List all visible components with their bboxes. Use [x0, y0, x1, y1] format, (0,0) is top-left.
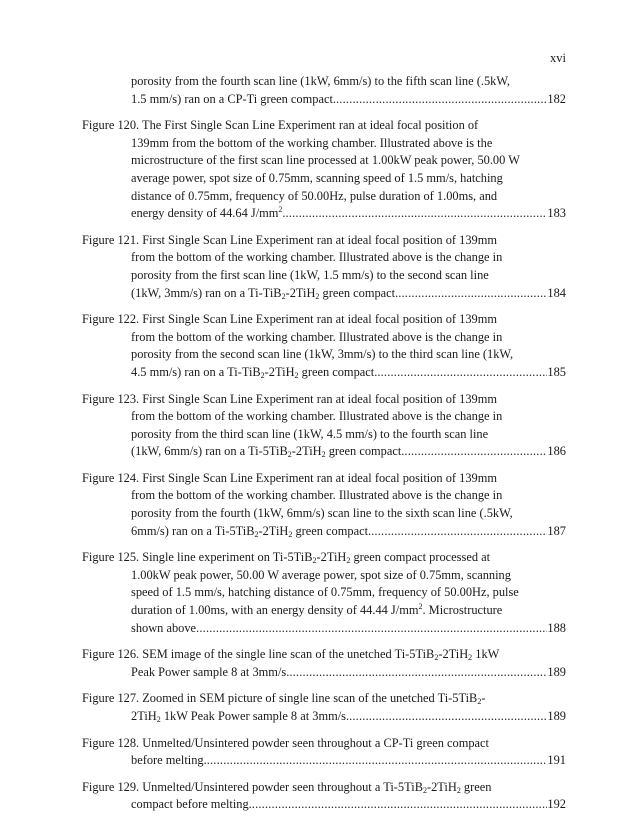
entry-page-number[interactable]: 188 — [547, 620, 566, 635]
entry-text-part: energy density of 44.64 J/mm — [131, 206, 279, 221]
entry-line — [82, 470, 566, 488]
entry-text-part: 2 — [260, 370, 265, 380]
entry-text — [82, 117, 478, 135]
entry-text-part: 2 — [456, 785, 461, 795]
entry-text-part: 2 — [281, 291, 286, 301]
leader-dots — [196, 620, 547, 638]
entry-page-number[interactable]: 183 — [547, 206, 566, 221]
leader-dots — [207, 752, 548, 770]
entry-text-part: compact before melting. — [131, 797, 252, 812]
entry-text-part: -2TiH — [291, 444, 322, 459]
entry-line — [82, 285, 566, 303]
entry-line — [82, 135, 566, 153]
entry-text-part: 2 — [156, 715, 161, 724]
entry-text-part: 2 — [315, 291, 320, 301]
entry-text-part: 1.00kW peak power, 50.00 W average power, spot size of 0.75mm, scanning — [131, 567, 511, 582]
entry-line — [82, 487, 566, 505]
entry-text-part: green compact. — [325, 444, 405, 459]
entry-text — [131, 708, 349, 726]
entry-page-number[interactable]: 182 — [547, 91, 566, 106]
entry-text-part: 2 — [288, 529, 293, 539]
entry-text — [131, 170, 503, 188]
entry-line — [82, 735, 566, 753]
leader-dots — [377, 364, 547, 382]
entry-text — [131, 426, 488, 444]
toc-entry-cont[interactable] — [82, 73, 566, 108]
toc-entry-fig-120[interactable] — [82, 117, 566, 223]
entry-text-part: 2 — [278, 205, 283, 215]
entry-text-part: 1kW Peak Power sample 8 at 3mm/s. — [160, 709, 350, 723]
entry-line — [82, 443, 566, 461]
entry-text — [131, 408, 502, 426]
entry-text-part: speed of 1.5 mm/s, hatching distance of 0.75mm, frequency of 50.00Hz, pulse — [131, 585, 519, 600]
entry-text-part: from the bottom of the working chamber. Illustrated above is the change in — [131, 409, 503, 424]
entry-text-part: 6mm/s) ran on a Ti-5TiB — [131, 523, 255, 538]
entry-text-part: 2TiH — [131, 709, 157, 723]
entry-text-part: 2 — [422, 785, 427, 795]
leader-dots — [398, 285, 547, 303]
leader-dots — [289, 664, 547, 682]
entry-text — [82, 735, 489, 753]
leader-dots — [336, 91, 547, 109]
entry-line — [82, 152, 566, 170]
entry-text-part: Figure 126. SEM image of the single line scan of the unetched Ti-5TiB — [82, 647, 435, 662]
entry-text-part: before melting. — [131, 753, 207, 768]
entry-line — [82, 205, 566, 223]
entry-text-part: -2TiH — [285, 285, 316, 300]
entry-text — [131, 584, 519, 602]
entry-text — [131, 602, 502, 620]
entry-text — [131, 664, 289, 682]
entry-text-part: from the bottom of the working chamber. Illustrated above is the change in — [131, 488, 503, 503]
toc-entry-fig-127[interactable] — [82, 690, 566, 725]
entry-line — [82, 311, 566, 329]
entry-text-part: (1kW, 6mm/s) ran on a Ti-5TiB — [131, 444, 288, 459]
entry-line — [82, 690, 566, 708]
entry-text-part: porosity from the first scan line (1kW, 1.5 mm/s) to the second scan line — [131, 267, 489, 282]
entry-text — [131, 285, 398, 303]
entry-line — [82, 232, 566, 250]
entry-line — [82, 602, 566, 620]
entry-page-number[interactable]: 189 — [547, 709, 566, 723]
entry-text-part: porosity from the fourth scan line (1kW, 6mm/s) to the fifth scan line (.5kW, — [131, 74, 510, 88]
toc-entry-fig-124[interactable] — [82, 470, 566, 540]
entry-text — [131, 487, 502, 505]
toc-entry-fig-129[interactable] — [82, 779, 566, 814]
entry-text-part: . Microstructure — [422, 603, 503, 618]
entry-text-part: 2 — [434, 653, 439, 663]
entry-page-number[interactable]: 185 — [547, 364, 566, 379]
entry-text-part: Figure 123. First Single Scan Line Experiment ran at ideal focal position of 139mm — [82, 391, 498, 406]
entry-text-part: Figure 124. First Single Scan Line Experiment ran at ideal focal position of 139mm — [82, 470, 498, 485]
entry-text-part: microstructure of the first scan line processed at 1.00kW peak power, 50.00 W — [131, 153, 520, 168]
entry-text — [131, 346, 513, 364]
toc-entry-fig-125[interactable] — [82, 549, 566, 637]
list-of-figures — [82, 73, 566, 823]
entry-text-part: 2 — [468, 653, 473, 663]
entry-text-part: duration of 1.00ms, with an energy density of 44.44 J/mm — [131, 603, 419, 618]
entry-text-part: 2 — [287, 450, 292, 460]
entry-text — [131, 505, 513, 523]
entry-text — [131, 152, 520, 170]
toc-entry-fig-122[interactable] — [82, 311, 566, 381]
entry-text — [82, 470, 497, 488]
entry-text — [82, 549, 490, 567]
entry-page-number[interactable]: 191 — [547, 753, 566, 768]
entry-text-part: . — [282, 206, 286, 221]
entry-text-part: Figure 121. First Single Scan Line Experiment ran at ideal focal position of 139mm — [82, 232, 498, 247]
entry-text — [82, 690, 485, 708]
entry-text — [131, 796, 252, 814]
entry-line — [82, 505, 566, 523]
toc-entry-fig-126[interactable] — [82, 646, 566, 681]
entry-text — [131, 249, 502, 267]
entry-text-part: Figure 120. The First Single Scan Line Experiment ran at ideal focal position of — [82, 118, 479, 133]
entry-line — [82, 249, 566, 267]
entry-line — [82, 752, 566, 770]
entry-text-part: -2TiH — [438, 647, 469, 662]
entry-line — [82, 796, 566, 814]
entry-line — [82, 408, 566, 426]
leader-dots — [286, 205, 548, 223]
entry-text — [82, 311, 497, 329]
entry-page-number[interactable]: 186 — [547, 444, 566, 459]
entry-text — [131, 443, 404, 461]
entry-line — [82, 346, 566, 364]
entry-text-part: from the bottom of the working chamber. Illustrated above is the change in — [131, 329, 503, 344]
entry-line — [82, 329, 566, 347]
entry-text-part: from the bottom of the working chamber. Illustrated above is the change in — [131, 250, 503, 265]
entry-text-part: Figure 122. First Single Scan Line Experiment ran at ideal focal position of 139mm — [82, 312, 498, 327]
entry-text-part: Figure 127. Zoomed in SEM picture of single line scan of the unetched Ti-5TiB — [82, 691, 478, 706]
entry-line — [82, 117, 566, 135]
entry-text — [131, 188, 497, 206]
entry-text-part: distance of 0.75mm, frequency of 50.00Hz, pulse duration of 1.00ms, and — [131, 188, 498, 203]
leader-dots — [404, 443, 547, 461]
entry-text — [131, 91, 336, 109]
entry-line — [82, 364, 566, 382]
entry-text-part: Figure 129. Unmelted/Unsintered powder seen throughout a Ti-5TiB — [82, 779, 423, 794]
entry-text-part: 2 — [346, 556, 351, 566]
entry-text-part: (1kW, 3mm/s) ran on a Ti-TiB — [131, 285, 282, 300]
entry-page-number[interactable]: 189 — [547, 664, 566, 679]
leader-dots — [349, 708, 547, 726]
entry-text-part: 139mm from the bottom of the working chamber. Illustrated above is the — [131, 135, 493, 150]
entry-line — [82, 779, 566, 797]
entry-text-part: average power, spot size of 0.75mm, scanning speed of 1.5 mm/s, hatching — [131, 170, 503, 185]
entry-page-number[interactable]: 187 — [547, 523, 566, 538]
entry-text — [131, 267, 489, 285]
entry-line — [82, 646, 566, 664]
entry-line — [82, 523, 566, 541]
entry-page-number[interactable]: 192 — [547, 797, 566, 812]
entry-text — [131, 205, 286, 223]
entry-text-part: 2 — [254, 529, 259, 539]
entry-text-part: green compact. — [292, 523, 372, 538]
entry-text-part: Figure 128. Unmelted/Unsintered powder seen throughout a CP-Ti green compact — [82, 735, 489, 750]
entry-text — [82, 646, 499, 664]
entry-line — [82, 91, 566, 109]
entry-text — [82, 779, 491, 797]
entry-text-part: Peak Power sample 8 at 3mm/s. — [131, 664, 290, 679]
entry-text-part: green compact. — [298, 364, 378, 379]
entry-text — [82, 232, 497, 250]
entry-page-number[interactable]: 184 — [547, 285, 566, 300]
entry-text-part: 1kW — [472, 647, 500, 662]
entry-text — [131, 752, 207, 770]
leader-dots — [371, 523, 547, 541]
entry-line — [82, 549, 566, 567]
entry-text-part: shown above — [131, 620, 197, 635]
entry-text-part: 1.5 mm/s) ran on a CP-Ti green compact. — [131, 91, 336, 106]
toc-entry-fig-128[interactable] — [82, 735, 566, 770]
entry-text-part: -2TiH — [264, 364, 295, 379]
entry-text-part: Figure 125. Single line experiment on Ti-5TiB — [82, 550, 313, 565]
entry-text-part: 4.5 mm/s) ran on a Ti-TiB — [131, 364, 261, 379]
entry-line — [82, 426, 566, 444]
entry-text — [131, 329, 502, 347]
entry-line — [82, 170, 566, 188]
entry-text-part: porosity from the fourth (1kW, 6mm/s) scan line to the sixth scan line (.5kW, — [131, 506, 513, 521]
entry-line — [82, 567, 566, 585]
entry-text-part: -2TiH — [258, 523, 289, 538]
entry-text-part: 2 — [312, 556, 317, 566]
entry-text-part: porosity from the third scan line (1kW, 4.5 mm/s) to the fourth scan line — [131, 426, 489, 441]
entry-line — [82, 73, 566, 91]
toc-entry-fig-123[interactable] — [82, 391, 566, 461]
entry-line — [82, 267, 566, 285]
entry-text-part: green — [460, 779, 492, 794]
entry-line — [82, 584, 566, 602]
leader-dots — [252, 796, 548, 814]
entry-text-part: - — [481, 691, 486, 706]
entry-text — [131, 73, 510, 91]
entry-text — [131, 567, 511, 585]
entry-line — [82, 708, 566, 726]
entry-line — [82, 664, 566, 682]
entry-text — [131, 364, 377, 382]
entry-text-part: 2 — [321, 450, 326, 460]
entry-line — [82, 620, 566, 638]
entry-text — [131, 523, 371, 541]
entry-text — [131, 620, 196, 638]
entry-text — [82, 391, 497, 409]
page-number: xvi — [550, 51, 566, 65]
entry-text-part: 2 — [294, 370, 299, 380]
entry-line — [82, 391, 566, 409]
entry-text-part: green compact processed at — [350, 550, 491, 565]
entry-line — [82, 188, 566, 206]
toc-entry-fig-121[interactable] — [82, 232, 566, 302]
entry-text-part: porosity from the second scan line (1kW, 3mm/s) to the third scan line (1kW, — [131, 347, 514, 362]
entry-text-part: 2 — [418, 602, 423, 612]
entry-text-part: green compact. — [319, 285, 399, 300]
entry-text-part: -2TiH — [426, 779, 457, 794]
entry-text-part: 2 — [477, 697, 482, 707]
entry-text-part: -2TiH — [316, 550, 347, 565]
entry-text — [131, 135, 492, 153]
